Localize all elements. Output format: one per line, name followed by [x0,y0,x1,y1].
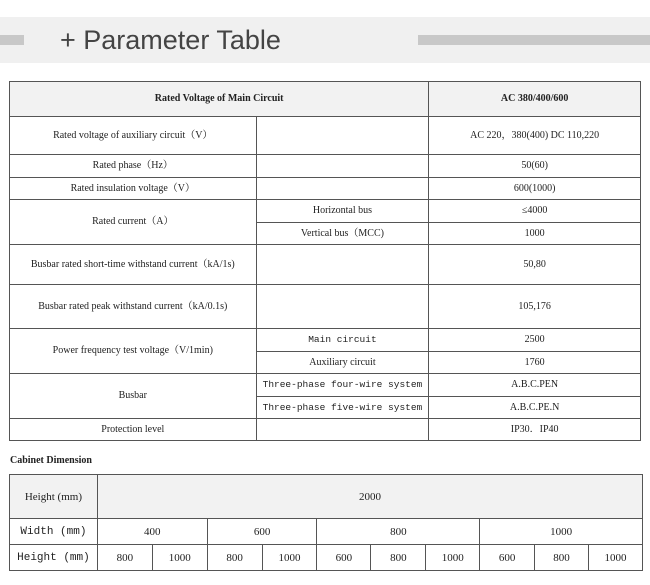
table-row [10,82,641,117]
empty-cell [256,178,429,200]
busbar-label: Busbar [10,374,257,419]
aux-circuit-value: 1760 [429,352,641,374]
aux-voltage-value: AC 220，380(400) DC 110,220 [429,117,641,155]
insulation-label: Rated insulation voltage（V） [10,178,257,200]
header-left-bar [0,35,24,45]
table-row [10,545,643,571]
height-cell: 1000 [262,545,317,571]
table-row [10,285,641,329]
table-row [10,374,641,397]
height-cell: 800 [97,545,152,571]
table-row [10,245,641,285]
header-band [0,17,650,63]
phase-label: Rated phase（Hz） [10,155,257,178]
table-row [10,178,641,200]
table-row [10,155,641,178]
height-cell: 800 [535,545,589,571]
height-label: Height (mm) [10,475,98,519]
parameter-table [9,81,641,441]
vertical-bus-value: 1000 [429,223,641,245]
phase-value: 50(60) [429,155,641,178]
cabinet-dimension-table [9,474,643,571]
height2-label: Height (mm) [10,545,98,571]
peak-value: 105,176 [429,285,641,329]
table-row [10,117,641,155]
main-circuit-label: Main circuit [256,329,429,352]
width-cell: 400 [97,519,207,545]
main-circuit-value: 2500 [429,329,641,352]
table-row [10,519,643,545]
five-wire-value: A.B.C.PE.N [429,397,641,419]
height-value: 2000 [97,475,642,519]
five-wire-label: Three-phase five-wire system [256,397,429,419]
height-cell: 1000 [588,545,642,571]
height-cell: 1000 [426,545,480,571]
four-wire-label: Three-phase four-wire system [256,374,429,397]
cabinet-dimension-title: Cabinet Dimension [10,455,92,466]
main-voltage-value: AC 380/400/600 [429,82,641,117]
horizontal-bus-label: Horizontal bus [256,200,429,223]
peak-label: Busbar rated peak withstand current（kA/0.1s) [10,285,257,329]
short-time-value: 50,80 [429,245,641,285]
empty-cell [256,245,429,285]
table-row [10,419,641,441]
page-title: + Parameter Table [60,25,281,55]
height-cell: 600 [317,545,371,571]
aux-circuit-label: Auxiliary circuit [256,352,429,374]
width-label: Width (mm) [10,519,98,545]
table-row [10,475,643,519]
empty-cell [256,419,429,441]
height-cell: 800 [207,545,262,571]
power-freq-label: Power frequency test voltage（V/1min) [10,329,257,374]
width-cell: 800 [317,519,480,545]
height-cell: 600 [480,545,535,571]
header-right-bar [418,35,650,45]
vertical-bus-label: Vertical bus（MCC) [256,223,429,245]
height-cell: 800 [371,545,426,571]
width-cell: 600 [207,519,317,545]
height-cell: 1000 [152,545,207,571]
empty-cell [256,155,429,178]
empty-cell [256,285,429,329]
protection-label: Protection level [10,419,257,441]
aux-voltage-label: Rated voltage of auxiliary circuit（V） [10,117,257,155]
empty-cell [256,117,429,155]
four-wire-value: A.B.C.PEN [429,374,641,397]
insulation-value: 600(1000) [429,178,641,200]
protection-value: IP30．IP40 [429,419,641,441]
table-row [10,200,641,223]
main-voltage-label: Rated Voltage of Main Circuit [10,82,429,117]
horizontal-bus-value: ≤4000 [429,200,641,223]
width-cell: 1000 [480,519,643,545]
table-row [10,329,641,352]
short-time-label: Busbar rated short-time withstand current（kA/1s) [10,245,257,285]
current-label: Rated current（A） [10,200,257,245]
